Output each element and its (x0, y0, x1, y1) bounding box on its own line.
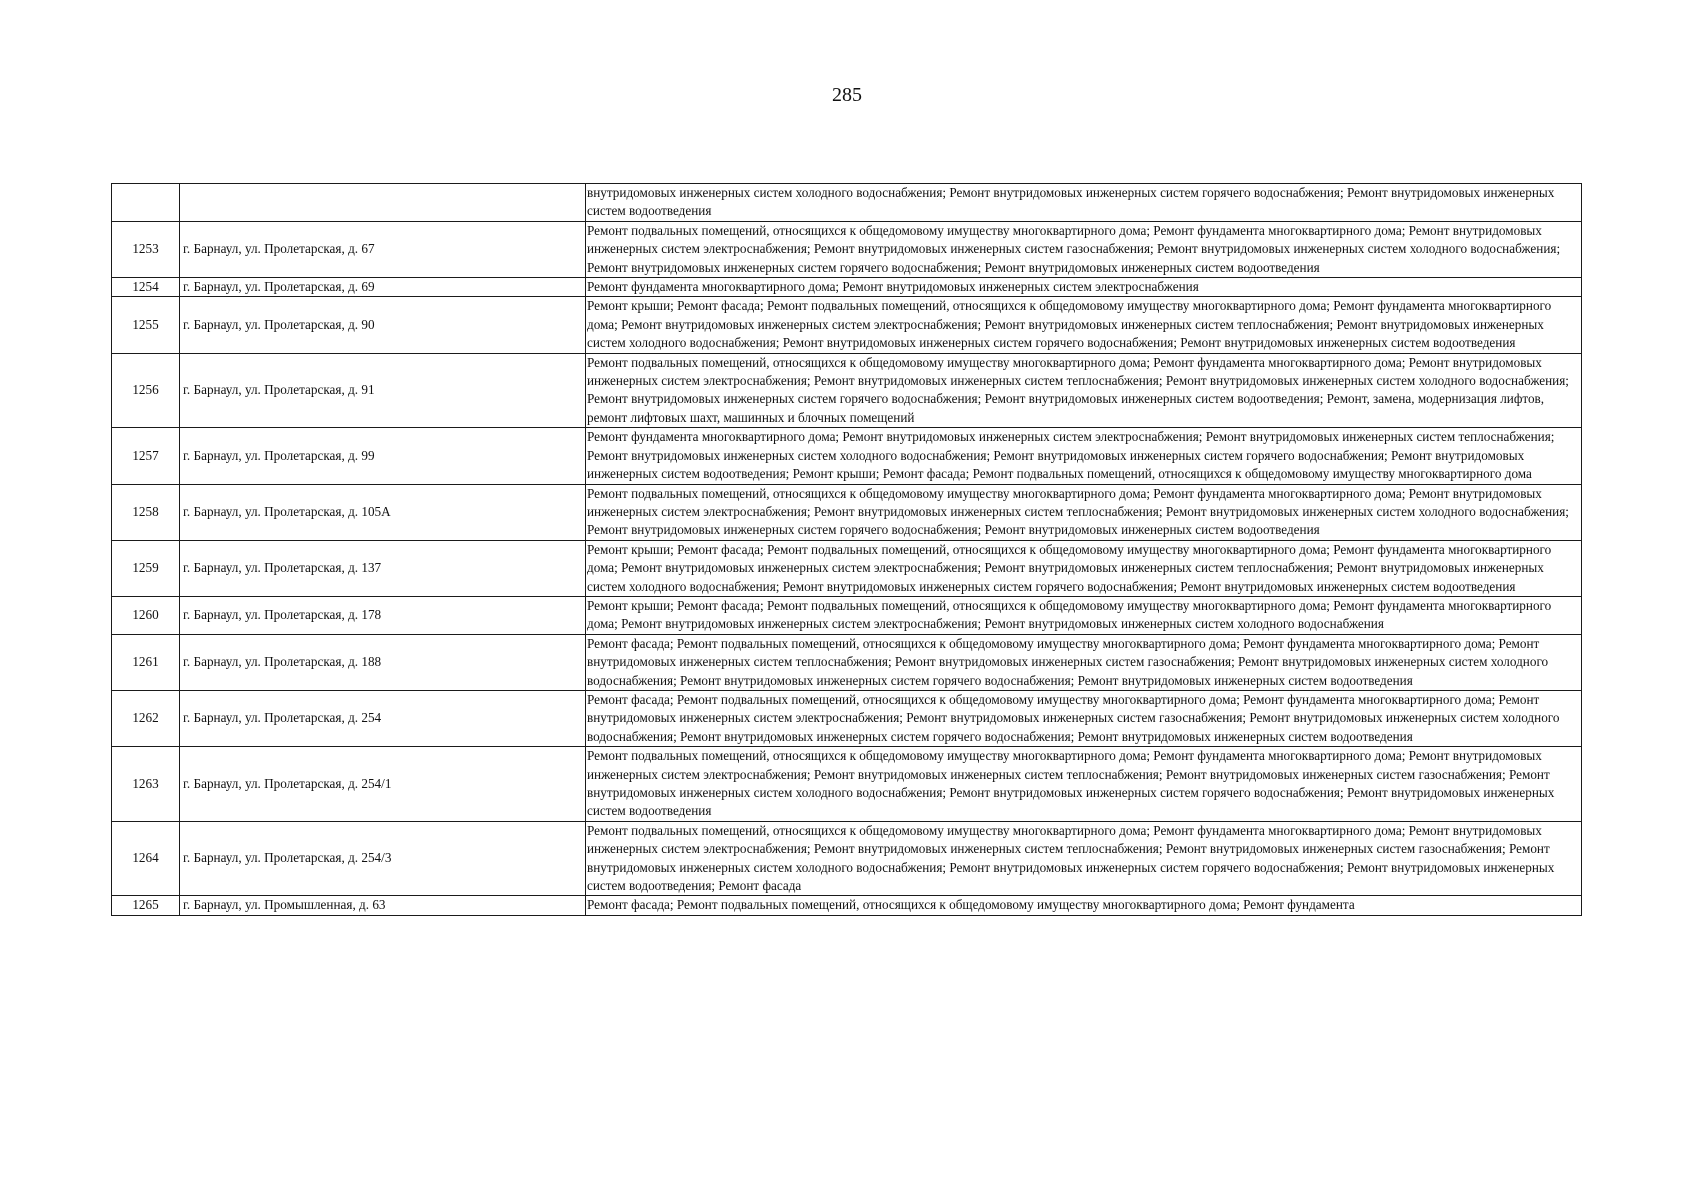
works-list-cell: Ремонт фасада; Ремонт подвальных помещений, относящихся к общедомовому имуществу многоквартирного дома; Ремонт фундамента многоквартирного дома; Ремонт внутридомовых инженерных систем теплоснабжения; Ремонт внутридомовых инженерных систем газоснабжения; Ремонт внутридомовых инженерных систем холодного водоснабжения; Ремонт внутридомовых инженерных систем горячего водоснабжения; Ремонт внутридомовых инженерных систем водоотведения (586, 634, 1582, 690)
address-cell: г. Барнаул, ул. Пролетарская, д. 178 (180, 596, 586, 634)
address-cell: г. Барнаул, ул. Пролетарская, д. 254/3 (180, 821, 586, 896)
works-list-cell: Ремонт крыши; Ремонт фасада; Ремонт подвальных помещений, относящихся к общедомовому имуществу многоквартирного дома; Ремонт фундамента многоквартирного дома; Ремонт внутридомовых инженерных систем электроснабжения; Ремонт внутридомовых инженерных систем холодного водоснабжения (586, 596, 1582, 634)
row-number-cell: 1254 (112, 278, 180, 297)
works-list-cell: Ремонт фасада; Ремонт подвальных помещений, относящихся к общедомовому имуществу многоквартирного дома; Ремонт фундамента (586, 896, 1582, 915)
works-table-body (112, 184, 1582, 916)
table-row (112, 634, 1582, 690)
address-cell: г. Барнаул, ул. Пролетарская, д. 254/1 (180, 747, 586, 822)
works-table-container (111, 183, 1581, 916)
page-number: 285 (832, 84, 862, 106)
table-row (112, 184, 1582, 222)
row-number-cell (112, 184, 180, 222)
table-row (112, 596, 1582, 634)
works-list-cell: Ремонт подвальных помещений, относящихся к общедомовому имуществу многоквартирного дома; Ремонт фундамента многоквартирного дома; Ремонт внутридомовых инженерных систем электроснабжения; Ремонт внутридомовых инженерных систем теплоснабжения; Ремонт внутридомовых инженерных систем холодного водоснабжения; Ремонт внутридомовых инженерных систем горячего водоснабжения; Ремонт внутридомовых инженерных систем водоотведения (586, 484, 1582, 540)
works-list-cell: Ремонт фасада; Ремонт подвальных помещений, относящихся к общедомовому имуществу многоквартирного дома; Ремонт фундамента многоквартирного дома; Ремонт внутридомовых инженерных систем электроснабжения; Ремонт внутридомовых инженерных систем газоснабжения; Ремонт внутридомовых инженерных систем холодного водоснабжения; Ремонт внутридомовых инженерных систем горячего водоснабжения; Ремонт внутридомовых инженерных систем водоотведения (586, 690, 1582, 746)
row-number-cell: 1253 (112, 221, 180, 277)
row-number-cell: 1260 (112, 596, 180, 634)
table-row (112, 690, 1582, 746)
table-row (112, 540, 1582, 596)
address-cell (180, 184, 586, 222)
table-row (112, 221, 1582, 277)
address-cell: г. Барнаул, ул. Пролетарская, д. 90 (180, 297, 586, 353)
row-number-cell: 1255 (112, 297, 180, 353)
works-list-cell: Ремонт фундамента многоквартирного дома; Ремонт внутридомовых инженерных систем электроснабжения; Ремонт внутридомовых инженерных систем теплоснабжения; Ремонт внутридомовых инженерных систем холодного водоснабжения; Ремонт внутридомовых инженерных систем горячего водоснабжения; Ремонт внутридомовых инженерных систем водоотведения; Ремонт крыши; Ремонт фасада; Ремонт подвальных помещений, относящихся к общедомовому имуществу многоквартирного дома (586, 428, 1582, 484)
table-row (112, 484, 1582, 540)
address-cell: г. Барнаул, ул. Пролетарская, д. 137 (180, 540, 586, 596)
works-table (111, 183, 1582, 916)
row-number-cell: 1262 (112, 690, 180, 746)
table-row (112, 747, 1582, 822)
table-row (112, 278, 1582, 297)
row-number-cell: 1256 (112, 353, 180, 428)
works-list-cell: Ремонт фундамента многоквартирного дома; Ремонт внутридомовых инженерных систем электроснабжения (586, 278, 1582, 297)
table-row (112, 297, 1582, 353)
works-list-cell: Ремонт подвальных помещений, относящихся к общедомовому имуществу многоквартирного дома; Ремонт фундамента многоквартирного дома; Ремонт внутридомовых инженерных систем электроснабжения; Ремонт внутридомовых инженерных систем теплоснабжения; Ремонт внутридомовых инженерных систем газоснабжения; Ремонт внутридомовых инженерных систем холодного водоснабжения; Ремонт внутридомовых инженерных систем горячего водоснабжения; Ремонт внутридомовых инженерных систем водоотведения; Ремонт фасада (586, 821, 1582, 896)
address-cell: г. Барнаул, ул. Пролетарская, д. 105А (180, 484, 586, 540)
row-number-cell: 1265 (112, 896, 180, 915)
address-cell: г. Барнаул, ул. Пролетарская, д. 99 (180, 428, 586, 484)
table-row (112, 896, 1582, 915)
row-number-cell: 1258 (112, 484, 180, 540)
works-list-cell: Ремонт крыши; Ремонт фасада; Ремонт подвальных помещений, относящихся к общедомовому имуществу многоквартирного дома; Ремонт фундамента многоквартирного дома; Ремонт внутридомовых инженерных систем электроснабжения; Ремонт внутридомовых инженерных систем теплоснабжения; Ремонт внутридомовых инженерных систем холодного водоснабжения; Ремонт внутридомовых инженерных систем горячего водоснабжения; Ремонт внутридомовых инженерных систем водоотведения (586, 297, 1582, 353)
works-list-cell: внутридомовых инженерных систем холодного водоснабжения; Ремонт внутридомовых инженерных систем горячего водоснабжения; Ремонт внутридомовых инженерных систем водоотведения (586, 184, 1582, 222)
works-list-cell: Ремонт крыши; Ремонт фасада; Ремонт подвальных помещений, относящихся к общедомовому имуществу многоквартирного дома; Ремонт фундамента многоквартирного дома; Ремонт внутридомовых инженерных систем электроснабжения; Ремонт внутридомовых инженерных систем теплоснабжения; Ремонт внутридомовых инженерных систем холодного водоснабжения; Ремонт внутридомовых инженерных систем горячего водоснабжения; Ремонт внутридомовых инженерных систем водоотведения (586, 540, 1582, 596)
row-number-cell: 1257 (112, 428, 180, 484)
table-row (112, 428, 1582, 484)
address-cell: г. Барнаул, ул. Пролетарская, д. 67 (180, 221, 586, 277)
works-list-cell: Ремонт подвальных помещений, относящихся к общедомовому имуществу многоквартирного дома; Ремонт фундамента многоквартирного дома; Ремонт внутридомовых инженерных систем электроснабжения; Ремонт внутридомовых инженерных систем теплоснабжения; Ремонт внутридомовых инженерных систем холодного водоснабжения; Ремонт внутридомовых инженерных систем горячего водоснабжения; Ремонт внутридомовых инженерных систем водоотведения; Ремонт, замена, модернизация лифтов, ремонт лифтовых шахт, машинных и блочных помещений (586, 353, 1582, 428)
row-number-cell: 1259 (112, 540, 180, 596)
address-cell: г. Барнаул, ул. Пролетарская, д. 254 (180, 690, 586, 746)
row-number-cell: 1264 (112, 821, 180, 896)
address-cell: г. Барнаул, ул. Пролетарская, д. 188 (180, 634, 586, 690)
works-list-cell: Ремонт подвальных помещений, относящихся к общедомовому имуществу многоквартирного дома; Ремонт фундамента многоквартирного дома; Ремонт внутридомовых инженерных систем электроснабжения; Ремонт внутридомовых инженерных систем газоснабжения; Ремонт внутридомовых инженерных систем холодного водоснабжения; Ремонт внутридомовых инженерных систем горячего водоснабжения; Ремонт внутридомовых инженерных систем водоотведения (586, 221, 1582, 277)
row-number-cell: 1261 (112, 634, 180, 690)
row-number-cell: 1263 (112, 747, 180, 822)
address-cell: г. Барнаул, ул. Пролетарская, д. 69 (180, 278, 586, 297)
works-list-cell: Ремонт подвальных помещений, относящихся к общедомовому имуществу многоквартирного дома; Ремонт фундамента многоквартирного дома; Ремонт внутридомовых инженерных систем электроснабжения; Ремонт внутридомовых инженерных систем теплоснабжения; Ремонт внутридомовых инженерных систем газоснабжения; Ремонт внутридомовых инженерных систем холодного водоснабжения; Ремонт внутридомовых инженерных систем горячего водоснабжения; Ремонт внутридомовых инженерных систем водоотведения (586, 747, 1582, 822)
address-cell: г. Барнаул, ул. Пролетарская, д. 91 (180, 353, 586, 428)
table-row (112, 353, 1582, 428)
table-row (112, 821, 1582, 896)
address-cell: г. Барнаул, ул. Промышленная, д. 63 (180, 896, 586, 915)
